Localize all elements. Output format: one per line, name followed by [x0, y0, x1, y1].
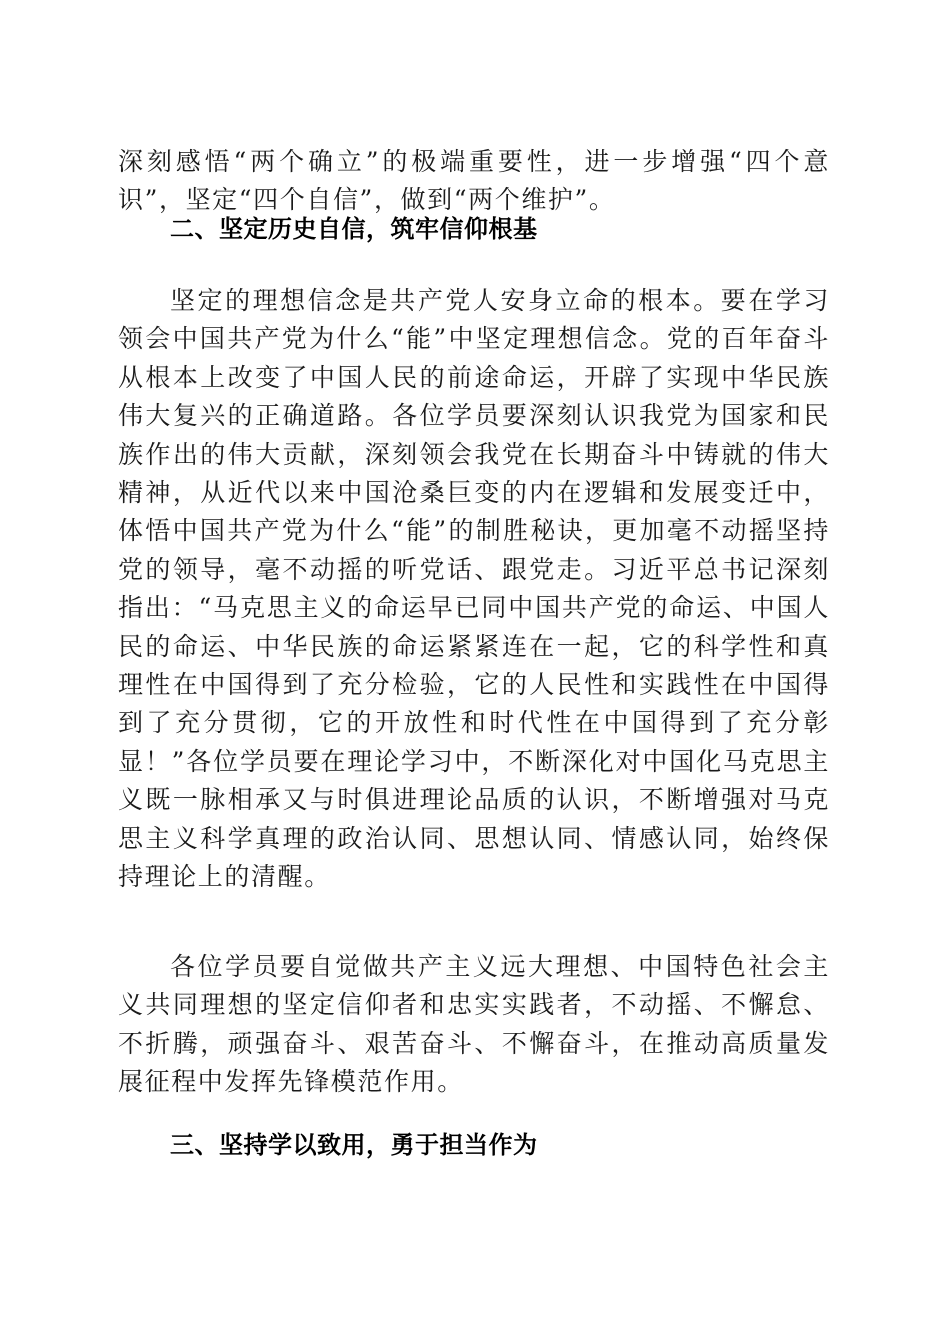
section-two-paragraph-1: 坚定的理想信念是共产党人安身立命的根本。要在学习领会中国共产党为什么“能”中坚定理想信念。党的百年奋斗从根本上改变了中国人民的前途命运，开辟了实现中华民族伟大复兴的正确道路。各位学员要深刻认识我党为国家和民族作出的伟大贡献，深刻领会我党在长期奋斗中铸就的伟大精神，从近代以来中国沧桑巨变的内在逻辑和发展变迁中，体悟中国共产党为什么“能”的制胜秘诀，更加毫不动摇坚持党的领导，毫不动摇的听党话、跟党走。习近平总书记深刻指出：“马克思主义的命运早已同中国共产党的命运、中国人民的命运、中华民族的命运紧紧连在一起，它的科学性和真理性在中国得到了充分检验，它的人民性和实践性在中国得到了充分贯彻，它的开放性和时代性在中国得到了充分彰显！”各位学员要在理论学习中，不断深化对中国化马克思主义既一脉相承又与时俱进理论品质的认识，不断增强对马克思主义科学真理的政治认同、思想认同、情感认同，始终保持理论上的清醒。 [118, 286, 830, 892]
section-two-paragraph-2: 各位学员要自觉做共产主义远大理想、中国特色社会主义共同理想的坚定信仰者和忠实实践者，不动摇、不懈怠、不折腾，顽强奋斗、艰苦奋斗、不懈奋斗，在推动高质量发展征程中发挥先锋模范作用。 [118, 952, 830, 1097]
section-two-paragraph-2-block [118, 948, 830, 1102]
section-two-heading-block [118, 214, 830, 244]
section-three-heading: 三、坚持学以致用，勇于担当作为 [170, 1131, 538, 1159]
opening-paragraph: 深刻感悟“两个确立”的极端重要性，进一步增强“四个意识”，坚定“四个自信”，做到“两个维护”。 [118, 147, 830, 215]
opening-paragraph-block [118, 143, 830, 220]
section-two-heading: 二、坚定历史自信，筑牢信仰根基 [170, 215, 538, 243]
section-three-heading-block [118, 1130, 830, 1160]
section-two-paragraph-1-block [118, 282, 830, 897]
